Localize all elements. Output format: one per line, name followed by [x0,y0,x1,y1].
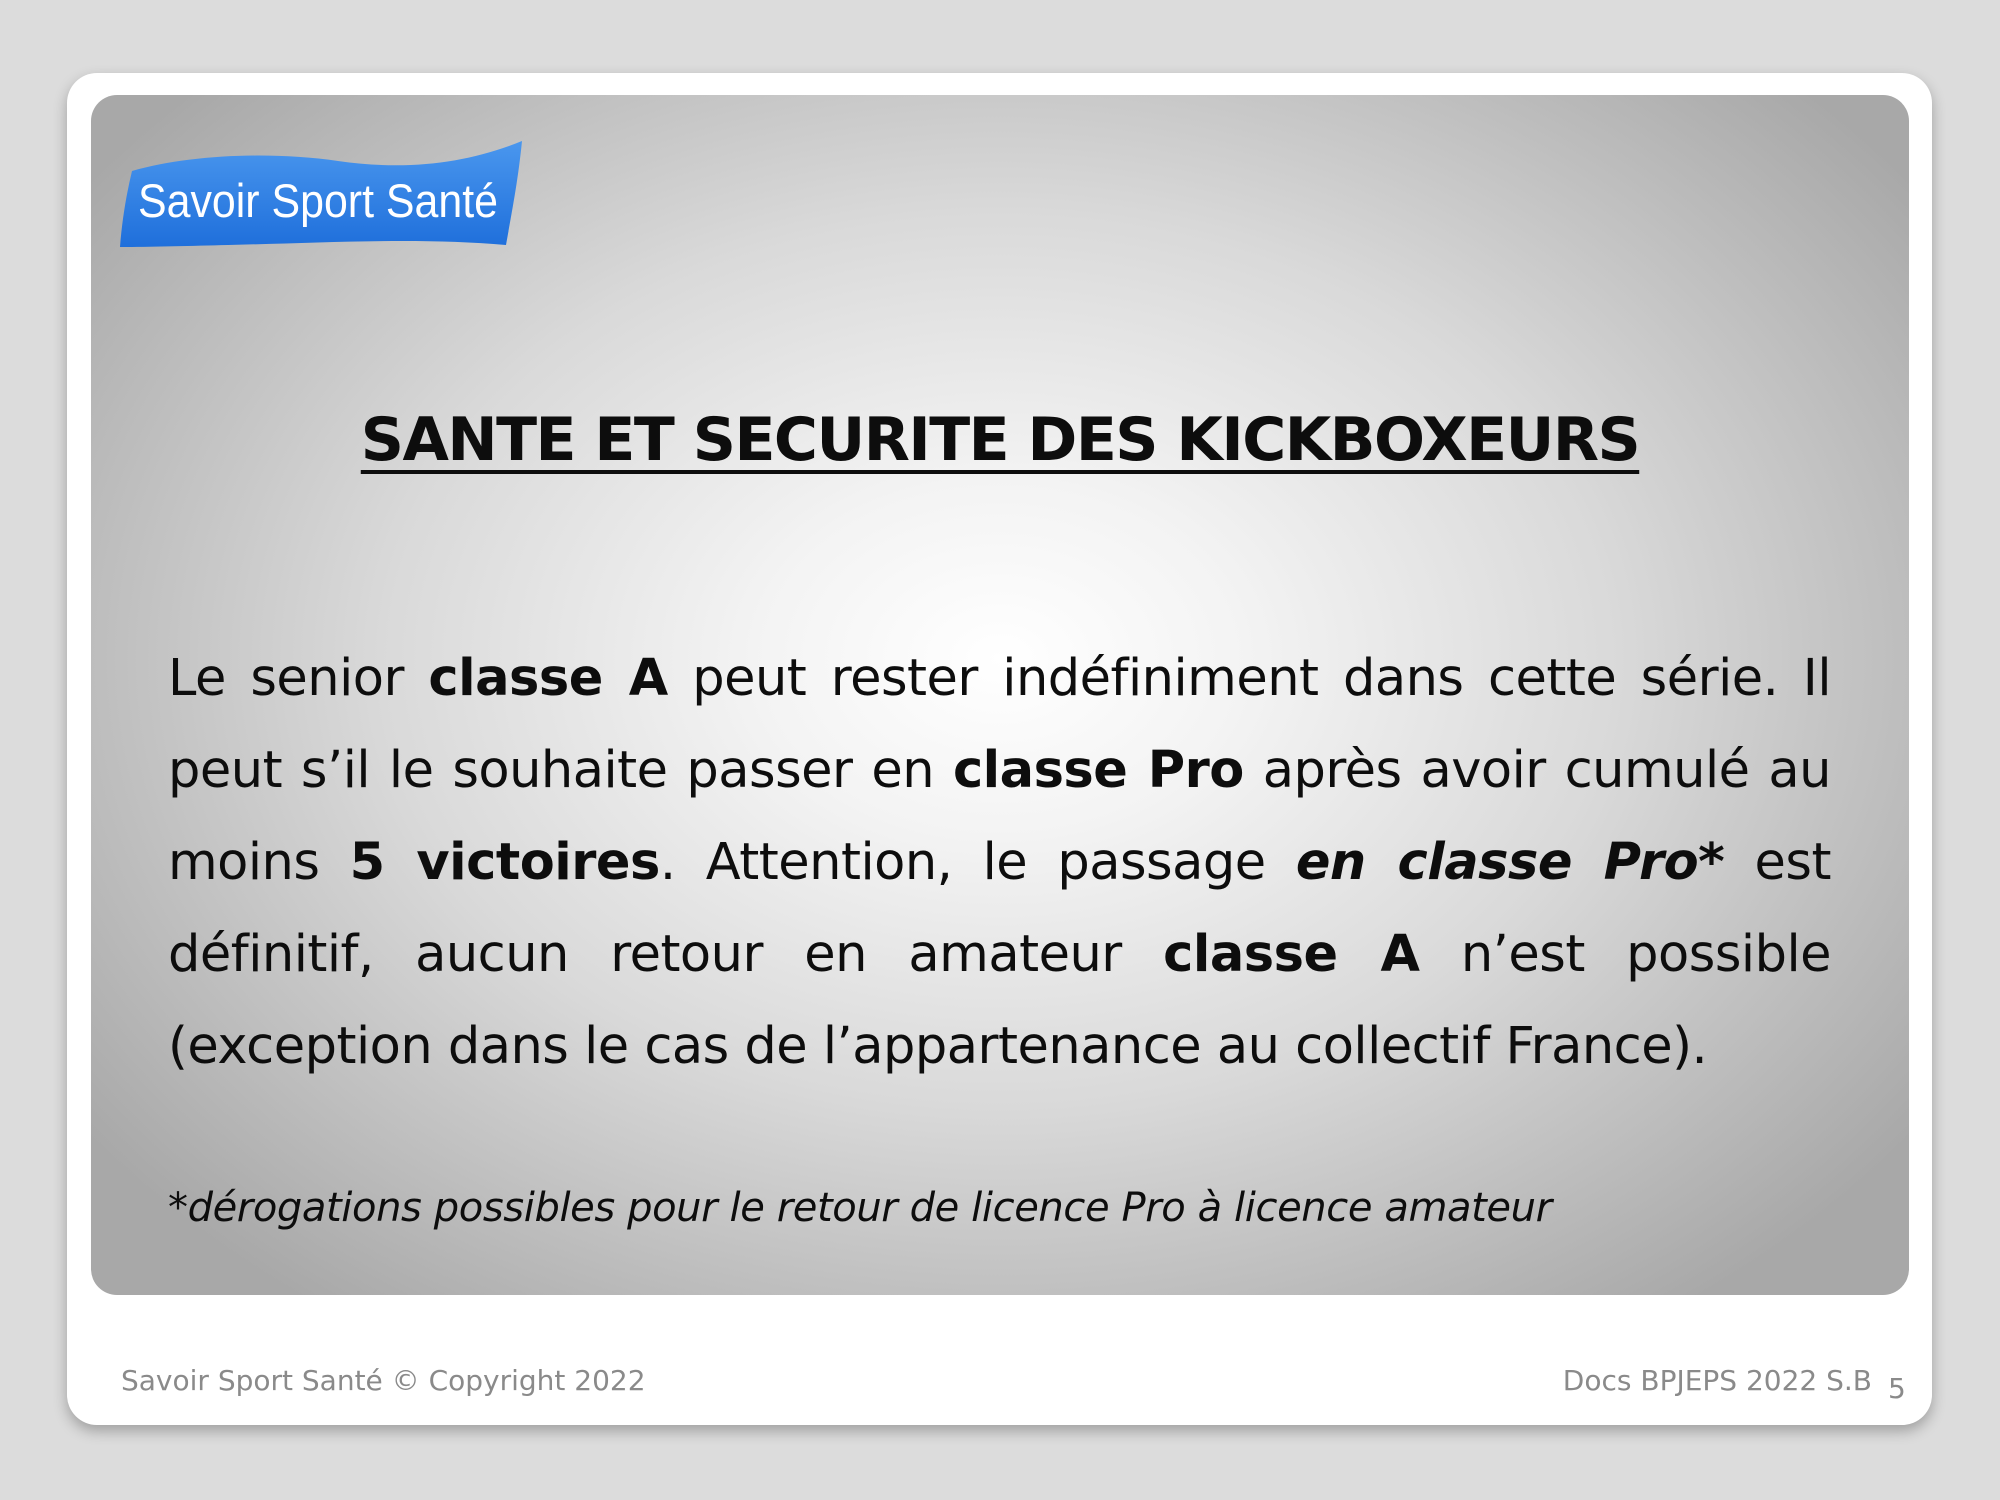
paragraph-text: Le senior [168,649,429,708]
footer-copyright: Savoir Sport Santé © Copyright 2022 [121,1364,646,1397]
emphasis-classe-pro: classe Pro [952,741,1244,800]
paragraph-text: n’est possible (exception dans le cas de l’appartenance au collectif France). [168,925,1831,1076]
paragraph-text: est définitif, aucun retour en amateur [168,833,1831,984]
paragraph-text: . Attention, le passage [659,833,1296,892]
footer-docs: Docs BPJEPS 2022 S.B [1562,1364,1872,1397]
footnote: *dérogations possibles pour le retour de licence Pro à licence amateur [168,1185,1552,1231]
emphasis-en-classe-pro: en classe Pro* [1295,833,1725,892]
brand-logo [118,141,524,249]
paragraph-text: après avoir cumulé au moins [168,741,1831,892]
emphasis-classe-a-2: classe A [1163,925,1420,984]
emphasis-victoires: 5 victoires [349,833,660,892]
logo-text: Savoir Sport Santé [138,174,498,227]
body-paragraph [168,633,1831,1093]
page-title: SANTE ET SECURITE DES KICKBOXEURS [360,405,1640,475]
emphasis-classe-a: classe A [428,649,668,708]
slide-number: 5 [1888,1372,1906,1405]
paragraph-text: peut rester indéfiniment dans cette série. Il peut s’il le souhaite passer en [168,649,1831,800]
